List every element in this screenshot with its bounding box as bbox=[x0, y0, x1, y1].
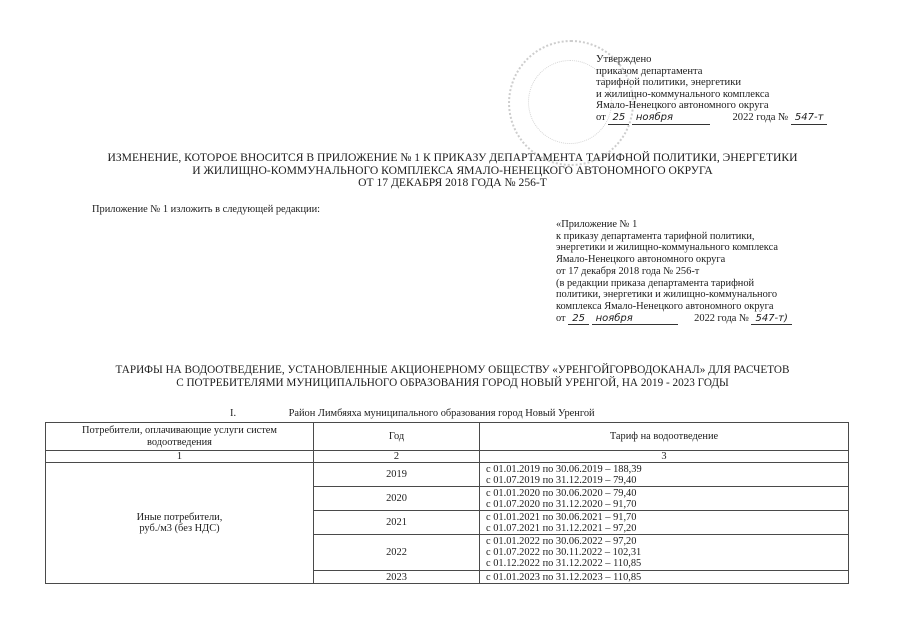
appendix-line: «Приложение № 1 bbox=[556, 219, 638, 230]
tariff-period: с 01.07.2021 по 31.12.2021 – 97,20 bbox=[486, 522, 637, 534]
consumer-label: Иные потребители, bbox=[136, 512, 223, 523]
approval-block bbox=[596, 54, 827, 125]
column-number: 2 bbox=[314, 451, 480, 463]
approval-date-day: 25 bbox=[608, 112, 629, 125]
tariff-period: с 01.07.2022 по 30.11.2022 – 102,31 bbox=[486, 547, 642, 559]
year-cell: 2022 bbox=[314, 535, 480, 571]
approval-line: и жилищно-коммунального комплекса bbox=[596, 88, 770, 100]
tariffs-title-line: ТАРИФЫ НА ВОДООТВЕДЕНИЕ, УСТАНОВЛЕННЫЕ АКЦИОНЕРНОМУ ОБЩЕСТВУ «УРЕНГОЙГОРВОДОКАНАЛ» ДЛЯ РАСЧЕТОВ bbox=[115, 364, 790, 376]
approval-line: Ямало-Ненецкого автономного округа bbox=[596, 100, 769, 112]
tariff-cell bbox=[480, 487, 849, 511]
amendment-heading bbox=[40, 152, 865, 190]
appendix-line: политики, энергетики и жилищно-коммунального bbox=[556, 289, 778, 301]
appendix-line: (в редакции приказа департамента тарифной bbox=[556, 277, 755, 289]
heading-line: ИЗМЕНЕНИЕ, КОТОРОЕ ВНОСИТСЯ В ПРИЛОЖЕНИЕ № 1 К ПРИКАЗУ ДЕПАРТАМЕНТА ТАРИФНОЙ ПОЛИТИКИ, ЭНЕРГЕТИКИ bbox=[107, 151, 798, 164]
heading-line: И ЖИЛИЩНО-КОММУНАЛЬНОГО КОМПЛЕКСА ЯМАЛО-НЕНЕЦКОГО АВТОНОМНОГО ОКРУГА bbox=[192, 163, 713, 177]
appendix-line: от 17 декабря 2018 года № 256-т bbox=[556, 265, 700, 277]
column-header-year: Год bbox=[314, 423, 480, 451]
tariffs-title-line: С ПОТРЕБИТЕЛЯМИ МУНИЦИПАЛЬНОГО ОБРАЗОВАНИЯ ГОРОД НОВЫЙ УРЕНГОЙ, НА 2019 - 2023 ГОДЫ bbox=[176, 376, 729, 389]
column-header-tariff: Тариф на водоотведение bbox=[480, 423, 849, 451]
appendix-date-prefix: от bbox=[556, 312, 566, 324]
column-number: 1 bbox=[46, 451, 314, 463]
instruction-text: Приложение № 1 изложить в следующей редакции: bbox=[92, 204, 321, 215]
approval-date-year: 2022 года № bbox=[732, 111, 789, 123]
approval-order-number: 547-т bbox=[791, 112, 828, 125]
consumer-cell bbox=[46, 463, 314, 584]
tariff-period: с 01.12.2022 по 31.12.2022 – 110,85 bbox=[486, 558, 642, 570]
approval-line: тарифной политики, энергетики bbox=[596, 77, 742, 89]
approval-line: приказом департамента bbox=[596, 65, 703, 77]
tariff-period: с 01.01.2021 по 30.06.2021 – 91,70 bbox=[486, 511, 637, 523]
tariff-period: с 01.07.2019 по 31.12.2019 – 79,40 bbox=[486, 474, 637, 486]
district-heading bbox=[230, 408, 595, 419]
tariff-period: с 01.01.2019 по 30.06.2019 – 188,39 bbox=[486, 463, 642, 475]
appendix-line: Ямало-Ненецкого автономного округа bbox=[556, 254, 726, 266]
appendix-line: к приказу департамента тарифной политики, bbox=[556, 230, 755, 242]
appendix-order-number: 547-т) bbox=[751, 313, 791, 326]
column-number: 3 bbox=[480, 451, 849, 463]
tariff-cell bbox=[480, 511, 849, 535]
tariff-cell bbox=[480, 535, 849, 571]
consumer-unit: руб./м3 (без НДС) bbox=[139, 523, 220, 535]
tariff-cell bbox=[480, 571, 849, 584]
table-number-row bbox=[46, 451, 849, 463]
appendix-date-line bbox=[556, 313, 792, 326]
approval-date-month: ноября bbox=[632, 112, 710, 125]
tariff-period: с 01.07.2020 по 31.12.2020 – 91,70 bbox=[486, 498, 637, 510]
heading-line: ОТ 17 ДЕКАБРЯ 2018 ГОДА № 256-Т bbox=[358, 176, 547, 190]
appendix-line: комплекса Ямало-Ненецкого автономного округа bbox=[556, 300, 774, 312]
approval-line: Утверждено bbox=[596, 54, 652, 65]
tariff-cell bbox=[480, 463, 849, 487]
approval-date-prefix: от bbox=[596, 111, 606, 123]
tariffs-title bbox=[40, 364, 865, 389]
tariff-period: с 01.01.2022 по 30.06.2022 – 97,20 bbox=[486, 535, 637, 547]
tariff-table bbox=[45, 422, 849, 584]
year-cell: 2021 bbox=[314, 511, 480, 535]
tariff-period: с 01.01.2020 по 30.06.2020 – 79,40 bbox=[486, 487, 637, 499]
year-cell: 2019 bbox=[314, 463, 480, 487]
appendix-date-month: ноября bbox=[592, 313, 678, 326]
approval-date-line bbox=[596, 112, 827, 125]
district-name: Район Лимбяяха муниципального образования город Новый Уренгой bbox=[288, 408, 595, 419]
table-header-row bbox=[46, 423, 849, 451]
tariff-period: с 01.01.2023 по 31.12.2023 – 110,85 bbox=[486, 571, 642, 583]
table-row bbox=[46, 463, 849, 487]
year-cell: 2023 bbox=[314, 571, 480, 584]
appendix-date-year: 2022 года № bbox=[694, 312, 749, 324]
year-cell: 2020 bbox=[314, 487, 480, 511]
appendix-line: энергетики и жилищно-коммунального комплекса bbox=[556, 242, 778, 254]
appendix-date-day: 25 bbox=[568, 313, 589, 326]
district-number: I. bbox=[230, 408, 237, 419]
appendix-block bbox=[556, 219, 792, 325]
column-header-consumers: Потребители, оплачивающие услуги систем водоотведения bbox=[46, 423, 314, 451]
